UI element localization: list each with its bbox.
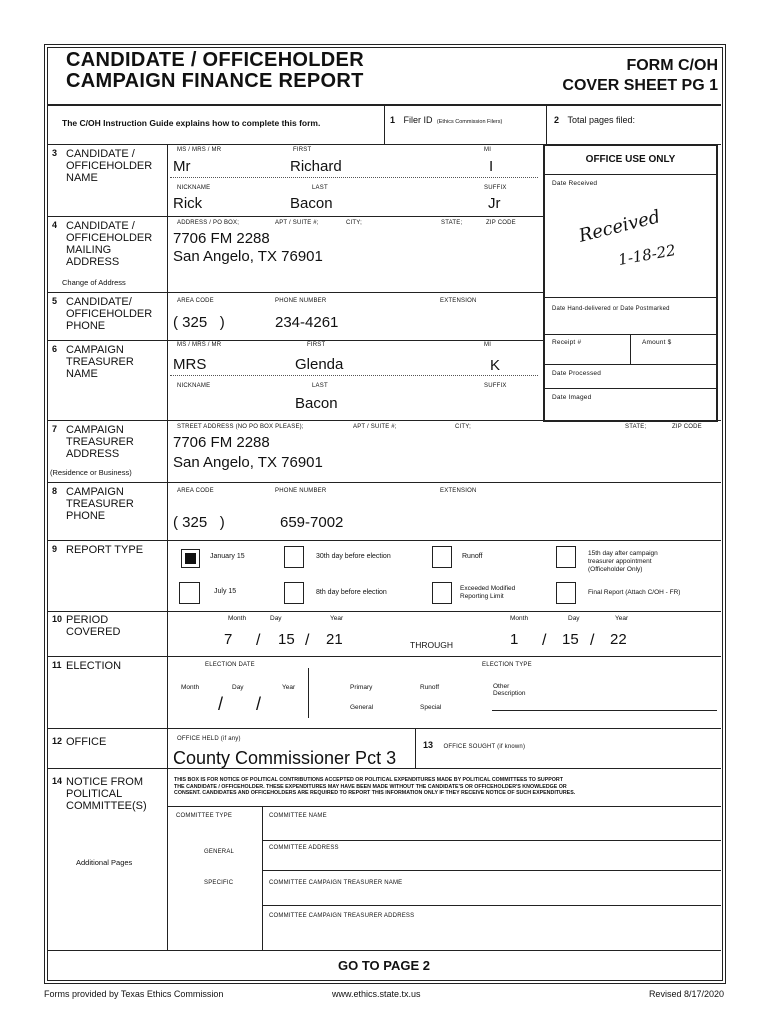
- total-pages-field[interactable]: 2 Total pages filed:: [554, 115, 636, 125]
- filer-id-field[interactable]: 1 Filer ID (Ethics Commission Filers): [390, 115, 503, 125]
- office-use-title: OFFICE USE ONLY: [585, 154, 676, 165]
- candidate-address-line2[interactable]: San Angelo, TX 76901: [173, 248, 323, 265]
- period-from-day[interactable]: 15: [278, 631, 295, 648]
- treasurer-mi[interactable]: K: [490, 357, 501, 374]
- candidate-nickname[interactable]: Rick: [173, 195, 203, 212]
- report-type-january-15-checkbox[interactable]: [181, 549, 200, 568]
- form-id: FORM C/OH COVER SHEET PG 1: [562, 57, 718, 94]
- footer-provider: Forms provided by Texas Ethics Commission: [44, 989, 224, 999]
- candidate-first-name[interactable]: Richard: [290, 158, 342, 175]
- period-from-month[interactable]: 7: [224, 631, 233, 648]
- received-date-handwritten: 1-18-22: [616, 241, 677, 269]
- committee-notice: THIS BOX IS FOR NOTICE OF POLITICAL CONTRIBUTIONS ACCEPTED OR POLITICAL EXPENDITURES MADE BY POLITICAL COMMITTEES TO SUPPORT THE CANDIDATE / OFFICEHOLDER. THESE EXPENDITURES MAY HAVE BEEN MADE WITHOUT THE CANDIDATE'S OR OFFICEHOLDER'S KNOWLEDGE OR CONSENT. CANDIDATES AND OFFICEHOLDERS ARE REQUIRED TO REPORT THIS INFORMATION ONLY IF THEY RECEIVE NOTICE OF SUCH EXPENDITURES.: [174, 777, 576, 796]
- go-to-page-2[interactable]: GO TO PAGE 2: [338, 958, 430, 973]
- section-3-label: 3 CANDIDATE / OFFICEHOLDER NAME: [52, 148, 153, 184]
- form-title: CANDIDATE / OFFICEHOLDER CAMPAIGN FINANCE REPORT: [66, 49, 364, 92]
- section-14-label: 14 NOTICE FROM POLITICAL COMMITTEE(S): [52, 776, 147, 812]
- report-type-30th-day-checkbox[interactable]: [284, 546, 304, 568]
- instruction-text: The C/OH Instruction Guide explains how to complete this form.: [62, 118, 321, 128]
- additional-pages[interactable]: Additional Pages: [76, 858, 133, 867]
- treasurer-title[interactable]: MRS: [173, 356, 207, 373]
- treasurer-address-line1[interactable]: 7706 FM 2288: [173, 434, 270, 451]
- section-11-label: 11 ELECTION: [52, 660, 122, 672]
- candidate-address-line1[interactable]: 7706 FM 2288: [173, 230, 270, 247]
- report-type-final-report-checkbox[interactable]: [556, 582, 576, 604]
- candidate-suffix[interactable]: Jr: [488, 195, 501, 212]
- report-type-july-15-checkbox[interactable]: [179, 582, 200, 604]
- treasurer-address-line2[interactable]: San Angelo, TX 76901: [173, 454, 323, 471]
- section-4-label: 4 CANDIDATE / OFFICEHOLDER MAILING ADDRESS: [52, 220, 153, 268]
- candidate-last-name[interactable]: Bacon: [290, 195, 333, 212]
- period-to-year[interactable]: 22: [610, 631, 627, 648]
- section-12-label: 12 OFFICE: [52, 736, 107, 748]
- report-type-runoff-checkbox[interactable]: [432, 546, 452, 568]
- candidate-title[interactable]: Mr: [173, 158, 191, 175]
- treasurer-area-code[interactable]: ( 325 ): [173, 514, 225, 531]
- candidate-phone[interactable]: 234-4261: [275, 314, 339, 331]
- treasurer-phone[interactable]: 659-7002: [280, 514, 344, 531]
- section-5-label: 5 CANDIDATE/ OFFICEHOLDER PHONE: [52, 296, 153, 332]
- report-type-15th-day-checkbox[interactable]: [556, 546, 576, 568]
- section-7-label: 7 CAMPAIGN TREASURER ADDRESS: [52, 424, 134, 460]
- treasurer-first-name[interactable]: Glenda: [295, 356, 344, 373]
- footer-url[interactable]: www.ethics.state.tx.us: [332, 989, 421, 999]
- report-type-8th-day-checkbox[interactable]: [284, 582, 304, 604]
- section-6-label: 6 CAMPAIGN TREASURER NAME: [52, 344, 134, 380]
- treasurer-last-name[interactable]: Bacon: [295, 395, 338, 412]
- change-of-address[interactable]: Change of Address: [62, 278, 126, 287]
- period-to-month[interactable]: 1: [510, 631, 519, 648]
- period-from-year[interactable]: 21: [326, 631, 343, 648]
- received-stamp: Received: [576, 206, 663, 247]
- report-type-modified-limit-checkbox[interactable]: [432, 582, 452, 604]
- candidate-mi[interactable]: I: [489, 158, 494, 175]
- period-to-day[interactable]: 15: [562, 631, 579, 648]
- section-10-label: 10 PERIOD COVERED: [52, 614, 121, 638]
- candidate-area-code[interactable]: ( 325 ): [173, 314, 225, 331]
- footer-revised: Revised 8/17/2020: [648, 989, 724, 999]
- office-held[interactable]: County Commissioner Pct 3: [173, 748, 397, 768]
- section-8-label: 8 CAMPAIGN TREASURER PHONE: [52, 486, 134, 522]
- section-9-label: 9 REPORT TYPE: [52, 544, 144, 556]
